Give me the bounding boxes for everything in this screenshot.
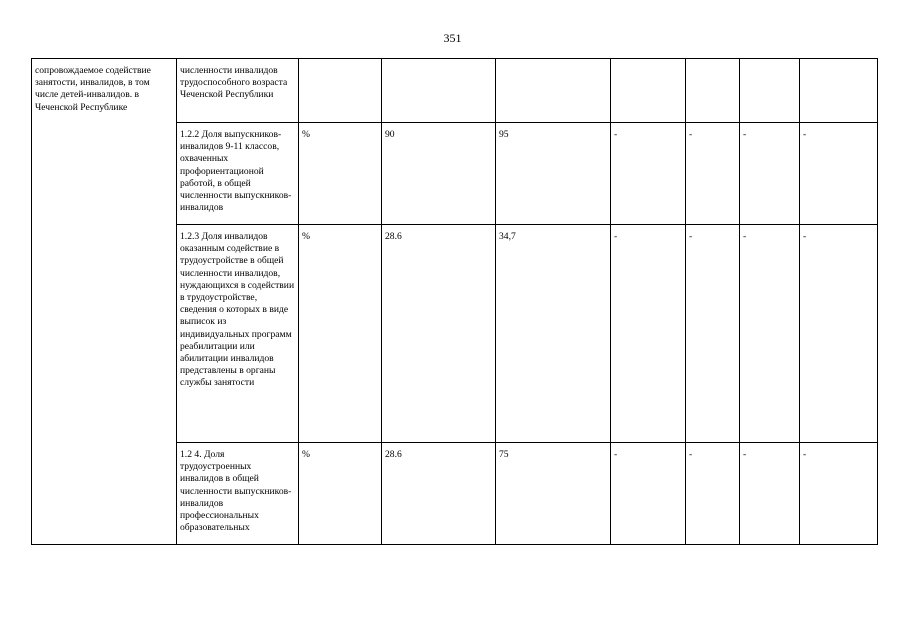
year3-text: -: [743, 129, 747, 140]
year1-cell: [611, 225, 686, 443]
year2-text: -: [689, 449, 693, 460]
unit-text: %: [302, 231, 310, 242]
year1-cell: [611, 59, 686, 123]
base-value-text: 90: [385, 129, 395, 140]
year4-text: -: [803, 449, 807, 460]
year4-text: -: [803, 129, 807, 140]
indicator-text: 1.2.2 Доля выпускников-инвалидов 9-11 классов, охваченных профориентационой работой, в общей численности выпускников-инвалидов: [180, 129, 292, 214]
year3-cell: [740, 123, 800, 225]
year2-text: -: [689, 231, 693, 242]
page-number: 351: [443, 31, 462, 45]
year4-cell: [800, 123, 878, 225]
unit-cell: [299, 225, 382, 443]
year2-cell: [686, 123, 740, 225]
year1-text: -: [614, 449, 618, 460]
year1-text: -: [614, 129, 618, 140]
base-value-text: 28.6: [385, 231, 402, 242]
base-value-cell: [382, 123, 496, 225]
target-value-cell: [496, 443, 611, 545]
unit-text: %: [302, 449, 310, 460]
indicator-text: 1.2.3 Доля инвалидов оказанным содействие в трудоустройстве в общей численности инвалидов, нуждающихся в содействии в трудоустройстве, сведения о которых в виде выписок из индивидуальных программ реабилитации или абилитации инвалидов представлены в органы службы занятости: [180, 231, 295, 389]
target-value-text: 34,7: [499, 231, 516, 242]
indicator-cell: [177, 443, 299, 545]
year3-text: -: [743, 231, 747, 242]
year4-text: -: [803, 231, 807, 242]
indicator-cell: [177, 225, 299, 443]
year1-text: -: [614, 231, 618, 242]
indicator-cell: [177, 123, 299, 225]
indicator-text: численности инвалидов трудоспособного возраста Чеченской Республики: [180, 65, 288, 101]
year3-text: -: [743, 449, 747, 460]
base-value-cell: [382, 59, 496, 123]
unit-cell: [299, 443, 382, 545]
indicator-text: 1.2 4. Доля трудоустроенных инвалидов в общей численности выпускников-инвалидов профессиональных образовательных: [180, 449, 292, 534]
year4-cell: [800, 59, 878, 123]
year2-cell: [686, 443, 740, 545]
indicators-table: [31, 58, 878, 545]
year2-cell: [686, 225, 740, 443]
target-value-text: 95: [499, 129, 509, 140]
unit-cell: [299, 59, 382, 123]
year1-cell: [611, 123, 686, 225]
target-value-cell: [496, 123, 611, 225]
year4-cell: [800, 225, 878, 443]
year3-cell: [740, 59, 800, 123]
base-value-cell: [382, 443, 496, 545]
base-value-text: 28.6: [385, 449, 402, 460]
target-value-cell: [496, 59, 611, 123]
indicator-cell: [177, 59, 299, 123]
year2-text: -: [689, 129, 693, 140]
target-value-text: 75: [499, 449, 509, 460]
year4-cell: [800, 443, 878, 545]
year3-cell: [740, 225, 800, 443]
year3-cell: [740, 443, 800, 545]
year2-cell: [686, 59, 740, 123]
table-row: [32, 59, 878, 123]
goal-text: сопровождаемое содействие занятости, инвалидов, в том числе детей-инвалидов. в Чеченской Республике: [35, 65, 151, 113]
base-value-cell: [382, 225, 496, 443]
goal-cell: [32, 59, 177, 545]
year1-cell: [611, 443, 686, 545]
target-value-cell: [496, 225, 611, 443]
unit-cell: [299, 123, 382, 225]
unit-text: %: [302, 129, 310, 140]
